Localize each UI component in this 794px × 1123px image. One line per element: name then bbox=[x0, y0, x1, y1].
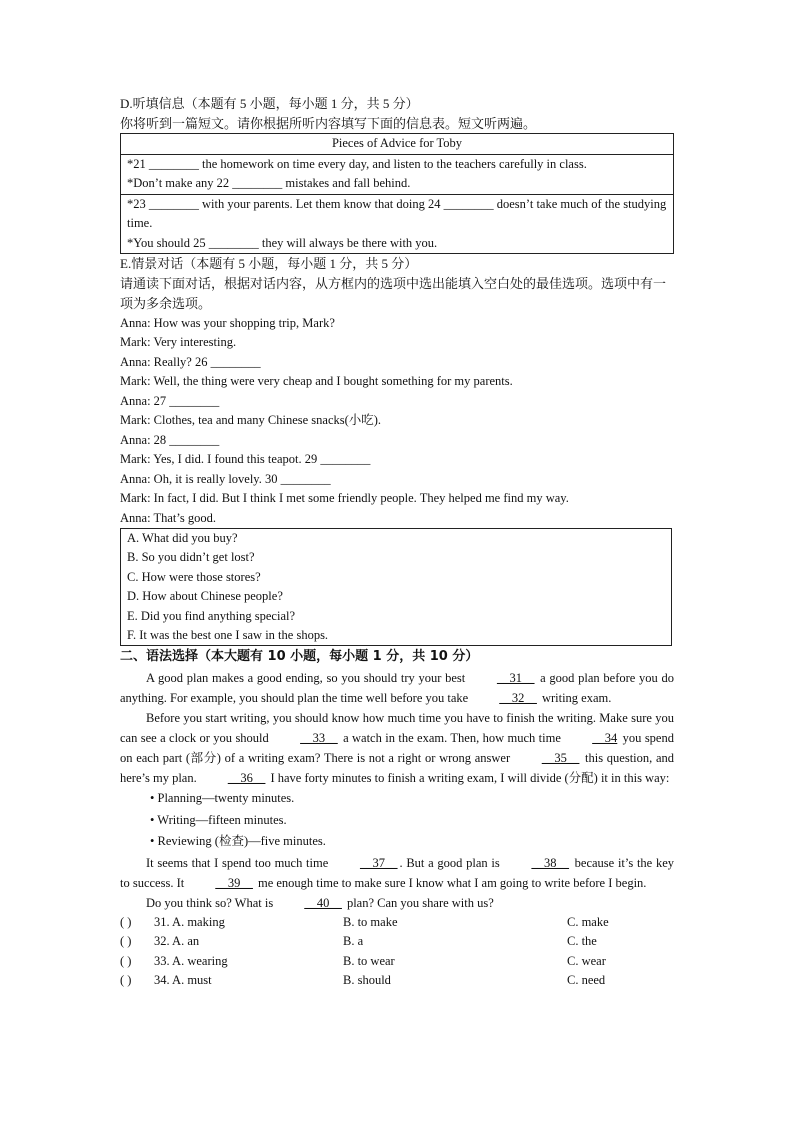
passage-text: It seems that I spend too much time bbox=[146, 855, 332, 870]
choice-list bbox=[120, 913, 674, 991]
passage-text: plan? Can you share with us? bbox=[343, 895, 494, 910]
choice-b: B. to make bbox=[343, 914, 398, 929]
choice-a: 32. A. an bbox=[154, 934, 200, 949]
passage-text: writing exam. bbox=[538, 691, 612, 706]
blank-32: __32__ bbox=[499, 691, 537, 706]
advice-table-cell bbox=[121, 154, 674, 194]
answer-paren: ( ) bbox=[120, 934, 132, 949]
blank-35: __35__ bbox=[541, 751, 580, 766]
option-f: F. It was the best one I saw in the shops. bbox=[127, 627, 329, 642]
dialogue-line: Mark: Very interesting. bbox=[120, 335, 237, 349]
dialogue-line: Anna: Oh, it is really lovely. 30 ________ bbox=[120, 471, 331, 486]
choice-c: C. wear bbox=[567, 953, 606, 968]
passage-text: you spend on each part (部分) of a writing exam? There is not a right or wrong answer bbox=[120, 731, 674, 766]
choice-row-33 bbox=[120, 952, 674, 972]
blank-38: __38__ bbox=[531, 855, 569, 870]
choice-row-34 bbox=[120, 971, 674, 991]
passage-paragraph-4 bbox=[120, 893, 674, 913]
answer-paren: ( ) bbox=[120, 914, 132, 929]
section-d-instruction: 你将听到一篇短文。请你根据所听内容填写下面的信息表。短文听两遍。 bbox=[120, 115, 537, 131]
advice-row-21: *21 ________ the homework on time every day, and listen to the teachers carefully in class. bbox=[127, 156, 587, 171]
dialogue-line: Anna: 28 ________ bbox=[120, 432, 220, 447]
advice-row-23-24: *23 ________ with your parents. Let them know that doing 24 ________ doesn’t take much of the studying time. bbox=[127, 196, 667, 230]
document-page bbox=[120, 94, 674, 991]
dialogue-line: Mark: Clothes, tea and many Chinese snacks(小吃). bbox=[120, 413, 382, 427]
choice-c: C. make bbox=[567, 914, 609, 929]
dialogue-line: Mark: Well, the thing were very cheap and I bought something for my parents. bbox=[120, 374, 513, 388]
plan-bullet-reviewing: • Reviewing (检查)—five minutes. bbox=[150, 834, 326, 849]
section-ii-title: 二、语法选择（本大题有 10 小题，每小题 1 分，共 10 分） bbox=[120, 649, 479, 665]
answer-paren: ( ) bbox=[120, 953, 132, 968]
choice-a: 33. A. wearing bbox=[154, 953, 228, 968]
passage-text: me enough time to make sure I know what I am going to write before I begin. bbox=[254, 875, 647, 890]
blank-33: __33__ bbox=[300, 731, 338, 746]
option-d: D. How about Chinese people? bbox=[127, 589, 283, 604]
answer-paren: ( ) bbox=[120, 973, 132, 988]
dialogue bbox=[120, 314, 674, 529]
choice-c: C. need bbox=[567, 973, 606, 988]
advice-table-title: Pieces of Advice for Toby bbox=[121, 134, 674, 155]
passage-text: a good plan before you do anything. For example, you should plan the time well before you take bbox=[120, 671, 674, 706]
choice-a: 31. A. making bbox=[154, 914, 225, 929]
blank-31: __31__ bbox=[496, 671, 535, 686]
choice-a: 34. A. must bbox=[154, 973, 212, 988]
choice-c: C. the bbox=[567, 934, 597, 949]
section-e-title: E.情景对话（本题有 5 小题，每小题 1 分，共 5 分） bbox=[120, 256, 418, 271]
advice-table bbox=[120, 133, 674, 254]
passage-text: I have forty minutes to finish a writing exam, I will divide (分配) it in this way: bbox=[267, 771, 670, 786]
option-b: B. So you didn’t get lost? bbox=[127, 550, 255, 565]
passage-paragraph-3 bbox=[120, 853, 674, 893]
blank-39: __39__ bbox=[215, 875, 253, 890]
advice-table-cell bbox=[121, 194, 674, 254]
dialogue-line: Mark: Yes, I did. I found this teapot. 29 ________ bbox=[120, 452, 371, 466]
section-e-instruction: 请通读下面对话，根据对话内容，从方框内的选项中选出能填入空白处的最佳选项。选项中有一项为多余选项。 bbox=[120, 275, 667, 311]
option-c: C. How were those stores? bbox=[127, 569, 261, 584]
passage-text: Before you start writing, you should know how much time you have to finish the writing. Make sure you can see a clock or you should bbox=[120, 711, 674, 746]
choice-b: B. should bbox=[343, 973, 391, 988]
blank-36: __36__ bbox=[227, 771, 266, 786]
option-a: A. What did you buy? bbox=[127, 531, 238, 545]
dialogue-line: Anna: That’s good. bbox=[120, 510, 216, 525]
choice-row-31 bbox=[120, 913, 674, 933]
dialogue-line: Mark: In fact, I did. But I think I met some friendly people. They helped me find my way. bbox=[120, 491, 569, 505]
choice-row-32 bbox=[120, 932, 674, 952]
plan-bullet-writing: • Writing—fifteen minutes. bbox=[150, 812, 287, 827]
dialogue-line: Anna: 27 ________ bbox=[120, 393, 220, 408]
section-d-title: D.听填信息（本题有 5 小题，每小题 1 分，共 5 分） bbox=[120, 96, 419, 111]
passage-paragraph-1 bbox=[120, 668, 674, 708]
passage-paragraph-2 bbox=[120, 708, 674, 788]
plan-bullet-planning: • Planning—twenty minutes. bbox=[150, 791, 295, 806]
choice-b: B. a bbox=[343, 934, 364, 949]
passage-text: . But a good plan is bbox=[399, 855, 504, 870]
choice-b: B. to wear bbox=[343, 953, 395, 968]
passage-text: Do you think so? What is bbox=[146, 895, 277, 910]
blank-34: __34 bbox=[592, 731, 618, 746]
passage-text: A good plan makes a good ending, so you should try your best bbox=[146, 671, 469, 686]
passage-text: a watch in the exam. Then, how much time bbox=[339, 731, 565, 746]
blank-37: __37__ bbox=[360, 855, 398, 870]
passage-text: this question, and here’s my plan. bbox=[120, 751, 675, 786]
blank-40: __40__ bbox=[304, 895, 342, 910]
options-box bbox=[120, 528, 672, 646]
advice-row-25: *You should 25 ________ they will always be there with you. bbox=[127, 235, 438, 250]
passage-text: because it’s the key to success. It bbox=[120, 855, 674, 890]
advice-row-22: *Don’t make any 22 ________ mistakes and fall behind. bbox=[127, 176, 411, 190]
dialogue-line: Anna: Really? 26 ________ bbox=[120, 354, 261, 369]
option-e: E. Did you find anything special? bbox=[127, 608, 296, 623]
dialogue-line: Anna: How was your shopping trip, Mark? bbox=[120, 315, 335, 330]
